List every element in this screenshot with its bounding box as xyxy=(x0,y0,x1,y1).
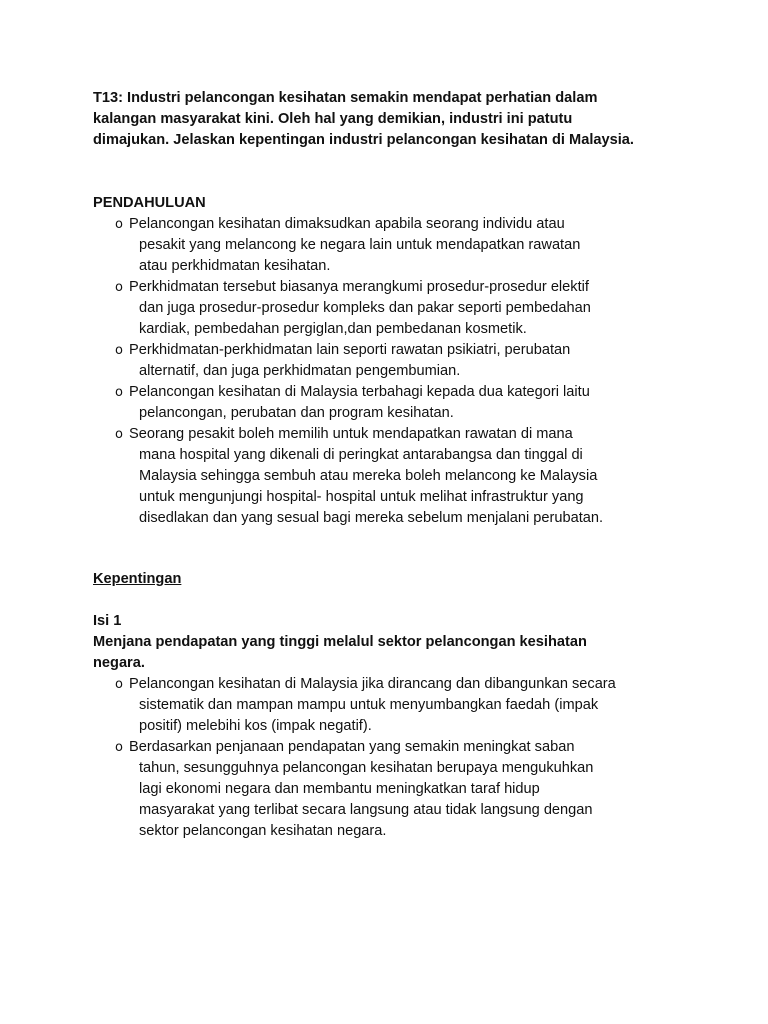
question-title xyxy=(93,88,693,151)
list-item xyxy=(93,737,693,842)
bullet-line: Pelancongan kesihatan di Malaysia terbahagi kepada dua kategori laitu xyxy=(129,384,590,400)
bullet-line: pesakit yang melancong ke negara lain untuk mendapatkan rawatan xyxy=(139,237,581,253)
bullet-icon: o xyxy=(115,677,123,692)
bullet-line: positif) melebihi kos (impak negatif). xyxy=(139,718,372,734)
bullet-line: Perkhidmatan tersebut biasanya merangkumi prosedur-prosedur elektif xyxy=(129,279,589,295)
bullet-icon: o xyxy=(115,280,123,295)
title-line: kalangan masyarakat kini. Oleh hal yang demikian, industri ini patutu xyxy=(93,111,573,127)
bullet-icon: o xyxy=(115,217,123,232)
list-item xyxy=(93,674,693,737)
bullet-line: alternatif, dan juga perkhidmatan pengembumian. xyxy=(139,363,461,379)
list-item xyxy=(93,424,693,529)
intro-bullet-list xyxy=(93,214,693,529)
bullet-line: kardiak, pembedahan pergiglan,dan pembedanan kosmetik. xyxy=(139,321,527,337)
bullet-icon: o xyxy=(115,343,123,358)
bullet-line: lagi ekonomi negara dan membantu meningkatkan taraf hidup xyxy=(139,781,540,797)
bullet-line: Pelancongan kesihatan dimaksudkan apabila seorang individu atau xyxy=(129,216,565,232)
bullet-line: Berdasarkan penjanaan pendapatan yang semakin meningkat saban xyxy=(129,739,575,755)
bullet-line: Pelancongan kesihatan di Malaysia jika dirancang dan dibangunkan secara xyxy=(129,676,616,692)
bullet-line: mana hospital yang dikenali di peringkat antarabangsa dan tinggal di xyxy=(139,447,583,463)
bullet-icon: o xyxy=(115,740,123,755)
bullet-line: dan juga prosedur-prosedur kompleks dan pakar seporti pembedahan xyxy=(139,300,591,316)
bullet-line: sektor pelancongan kesihatan negara. xyxy=(139,823,387,839)
point-title xyxy=(93,632,693,674)
bullet-line: Malaysia sehingga sembuh atau mereka boleh melancong ke Malaysia xyxy=(139,468,598,484)
bullet-icon: o xyxy=(115,385,123,400)
point-title-line: negara. xyxy=(93,655,145,671)
bullet-line: disedlakan dan yang sesual bagi mereka sebelum menjalani perubatan. xyxy=(139,510,604,526)
bullet-line: masyarakat yang terlibat secara langsung atau tidak langsung dengan xyxy=(139,802,593,818)
document-page xyxy=(93,88,693,842)
bullet-icon: o xyxy=(115,427,123,442)
bullet-line: tahun, sesungguhnya pelancongan kesihatan berupaya mengukuhkan xyxy=(139,760,594,776)
title-line: T13: Industri pelancongan kesihatan semakin mendapat perhatian dalam xyxy=(93,90,598,106)
bullet-line: atau perkhidmatan kesihatan. xyxy=(139,258,331,274)
title-line: dimajukan. Jelaskan kepentingan industri pelancongan kesihatan di Malaysia. xyxy=(93,132,634,148)
bullet-line: sistematik dan mampan mampu untuk menyumbangkan faedah (impak xyxy=(139,697,599,713)
list-item xyxy=(93,382,693,424)
list-item xyxy=(93,214,693,277)
bullet-line: untuk mengunjungi hospital- hospital untuk melihat infrastruktur yang xyxy=(139,489,584,505)
list-item xyxy=(93,340,693,382)
bullet-line: pelancongan, perubatan dan program kesihatan. xyxy=(139,405,454,421)
intro-heading: PENDAHULUAN xyxy=(93,195,206,211)
list-item xyxy=(93,277,693,340)
section-heading-kepentingan: Kepentingan xyxy=(93,571,182,587)
point-title-line: Menjana pendapatan yang tinggi melalul sektor pelancongan kesihatan xyxy=(93,634,587,650)
point-label: Isi 1 xyxy=(93,613,122,629)
importance-bullet-list xyxy=(93,674,693,842)
bullet-line: Perkhidmatan-perkhidmatan lain seporti rawatan psikiatri, perubatan xyxy=(129,342,571,358)
bullet-line: Seorang pesakit boleh memilih untuk mendapatkan rawatan di mana xyxy=(129,426,573,442)
